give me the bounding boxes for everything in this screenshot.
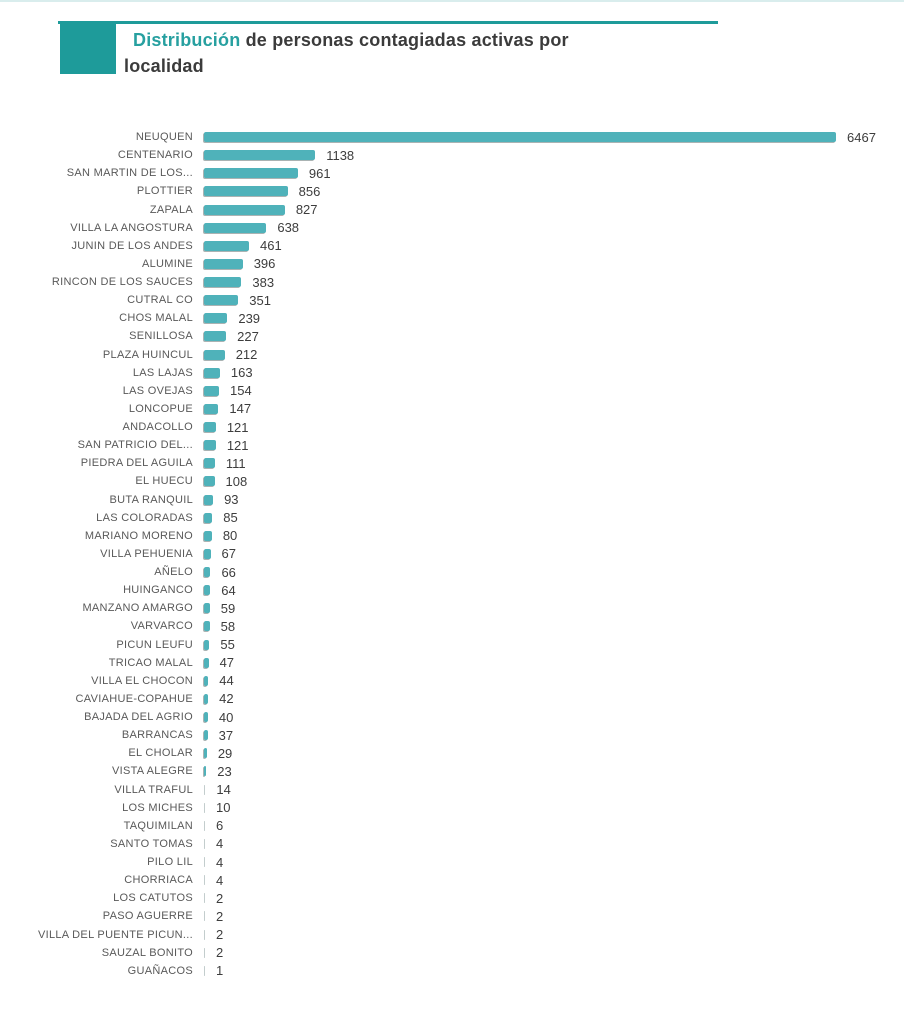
bar-track bbox=[204, 781, 231, 799]
bar-track bbox=[204, 146, 354, 164]
category-label: EL HUECU bbox=[135, 475, 193, 488]
value-label: 2 bbox=[216, 927, 224, 943]
value-bar[interactable] bbox=[204, 350, 225, 360]
chart-row bbox=[0, 654, 904, 672]
value-label: 10 bbox=[216, 800, 231, 816]
bar-track bbox=[204, 291, 271, 309]
category-label: BAJADA DEL AGRIO bbox=[84, 711, 193, 724]
category-label: VILLA LA ANGOSTURA bbox=[70, 221, 193, 234]
value-bar[interactable] bbox=[204, 803, 205, 813]
chart-row bbox=[0, 599, 904, 617]
category-label: SAN PATRICIO DEL... bbox=[77, 439, 193, 452]
category-label: TRICAO MALAL bbox=[108, 656, 193, 669]
value-label: 121 bbox=[226, 419, 249, 435]
value-bar[interactable] bbox=[204, 966, 205, 976]
value-bar[interactable] bbox=[204, 785, 205, 795]
value-bar[interactable] bbox=[204, 495, 213, 505]
bar-track bbox=[204, 581, 236, 599]
chart-title-line2: localidad bbox=[124, 56, 204, 76]
header-accent-line bbox=[58, 21, 718, 24]
chart-row bbox=[0, 491, 904, 509]
category-label: HUINGANCO bbox=[123, 584, 193, 597]
value-label: 383 bbox=[252, 274, 275, 290]
value-label: 638 bbox=[277, 220, 300, 236]
category-label: PASO AGUERRE bbox=[102, 910, 193, 923]
bar-track bbox=[204, 400, 251, 418]
value-bar[interactable] bbox=[204, 676, 208, 686]
category-label: PICUN LEUFU bbox=[116, 638, 193, 651]
value-bar[interactable] bbox=[204, 875, 205, 885]
value-bar[interactable] bbox=[204, 893, 205, 903]
chart-row bbox=[0, 201, 904, 219]
bar-track bbox=[204, 237, 282, 255]
bar-track bbox=[204, 527, 237, 545]
chart-title bbox=[124, 27, 654, 79]
value-bar[interactable] bbox=[204, 422, 216, 432]
chart-row bbox=[0, 563, 904, 581]
category-label: CAVIAHUE-COPAHUE bbox=[75, 692, 193, 705]
chart-row bbox=[0, 128, 904, 146]
category-label: SENILLOSA bbox=[129, 330, 193, 343]
chart-row bbox=[0, 871, 904, 889]
value-label: 47 bbox=[219, 655, 235, 671]
bar-track bbox=[204, 744, 232, 762]
chart-row bbox=[0, 944, 904, 962]
chart-row bbox=[0, 545, 904, 563]
value-bar[interactable] bbox=[204, 331, 226, 341]
bar-track bbox=[204, 708, 233, 726]
value-bar[interactable] bbox=[204, 440, 216, 450]
category-label: PILO LIL bbox=[147, 856, 193, 869]
category-label: AÑELO bbox=[154, 566, 193, 579]
category-label: CENTENARIO bbox=[117, 149, 193, 162]
category-label: VILLA TRAFUL bbox=[114, 783, 193, 796]
value-bar[interactable] bbox=[204, 150, 315, 160]
value-bar[interactable] bbox=[204, 911, 205, 921]
value-bar[interactable] bbox=[204, 476, 215, 486]
value-label: 67 bbox=[221, 546, 237, 562]
bar-track bbox=[204, 309, 260, 327]
bar-track bbox=[204, 219, 299, 237]
value-label: 58 bbox=[220, 618, 236, 634]
value-label: 2 bbox=[216, 890, 224, 906]
value-label: 961 bbox=[308, 165, 331, 181]
chart-row bbox=[0, 182, 904, 200]
bar-track bbox=[204, 944, 223, 962]
value-label: 212 bbox=[235, 347, 258, 363]
top-border-line bbox=[0, 0, 904, 2]
value-bar[interactable] bbox=[204, 766, 206, 776]
category-label: CHOS MALAL bbox=[119, 312, 193, 325]
value-label: 4 bbox=[216, 854, 224, 870]
bar-chart bbox=[0, 128, 904, 980]
chart-row bbox=[0, 926, 904, 944]
bar-track bbox=[204, 273, 274, 291]
bar-track bbox=[204, 762, 232, 780]
bar-track bbox=[204, 926, 223, 944]
chart-row bbox=[0, 817, 904, 835]
value-label: 227 bbox=[237, 328, 259, 344]
value-label: 351 bbox=[249, 292, 271, 308]
bar-track bbox=[204, 382, 252, 400]
category-label: CUTRAL CO bbox=[127, 294, 193, 307]
chart-row bbox=[0, 472, 904, 490]
category-label: SAN MARTIN DE LOS... bbox=[66, 167, 193, 180]
chart-row bbox=[0, 291, 904, 309]
value-label: 1 bbox=[216, 963, 224, 979]
bar-track bbox=[204, 364, 253, 382]
value-label: 4 bbox=[216, 836, 224, 852]
chart-row bbox=[0, 636, 904, 654]
value-bar[interactable] bbox=[204, 295, 238, 305]
chart-row bbox=[0, 164, 904, 182]
value-label: 827 bbox=[295, 202, 318, 218]
category-label: MARIANO MORENO bbox=[84, 529, 193, 542]
value-label: 108 bbox=[225, 473, 248, 489]
bar-track bbox=[204, 853, 223, 871]
category-label: MANZANO AMARGO bbox=[82, 602, 193, 615]
value-bar[interactable] bbox=[204, 259, 243, 269]
chart-row bbox=[0, 273, 904, 291]
bar-track bbox=[204, 472, 247, 490]
value-label: 111 bbox=[225, 455, 246, 471]
bar-track bbox=[204, 545, 236, 563]
bar-track bbox=[204, 563, 236, 581]
chart-row bbox=[0, 690, 904, 708]
chart-row bbox=[0, 400, 904, 418]
chart-row bbox=[0, 418, 904, 436]
category-label: SAUZAL BONITO bbox=[101, 946, 193, 959]
bar-track bbox=[204, 599, 235, 617]
value-label: 14 bbox=[216, 782, 231, 798]
category-label: LOS MICHES bbox=[122, 801, 193, 814]
category-label: LOS CATUTOS bbox=[113, 892, 193, 905]
bar-track bbox=[204, 491, 239, 509]
chart-title-rest: de personas contagiadas activas por bbox=[240, 30, 569, 50]
value-bar[interactable] bbox=[204, 930, 205, 940]
value-bar[interactable] bbox=[204, 386, 219, 396]
value-bar[interactable] bbox=[204, 567, 210, 577]
chart-row bbox=[0, 835, 904, 853]
category-label: GUAÑACOS bbox=[127, 964, 193, 977]
bar-track bbox=[204, 889, 223, 907]
value-label: 59 bbox=[220, 600, 236, 616]
category-label: BUTA RANQUIL bbox=[109, 493, 193, 506]
chart-row bbox=[0, 527, 904, 545]
value-label: 239 bbox=[238, 310, 261, 326]
value-bar[interactable] bbox=[204, 404, 218, 414]
category-label: ANDACOLLO bbox=[122, 421, 193, 434]
chart-row bbox=[0, 708, 904, 726]
category-label: VILLA PEHUENIA bbox=[100, 547, 193, 560]
category-label: ZAPALA bbox=[149, 203, 193, 216]
chart-row bbox=[0, 327, 904, 345]
chart-row bbox=[0, 255, 904, 273]
bar-track bbox=[204, 962, 223, 980]
category-label: NEUQUEN bbox=[135, 131, 193, 144]
value-bar[interactable] bbox=[204, 839, 205, 849]
category-label: TAQUIMILAN bbox=[123, 819, 193, 832]
value-bar[interactable] bbox=[204, 313, 227, 323]
value-label: 4 bbox=[216, 872, 224, 888]
value-label: 6 bbox=[216, 818, 224, 834]
bar-track bbox=[204, 327, 259, 345]
value-label: 154 bbox=[230, 383, 252, 399]
value-bar[interactable] bbox=[204, 857, 205, 867]
bar-track bbox=[204, 690, 234, 708]
value-label: 121 bbox=[226, 437, 249, 453]
chart-row bbox=[0, 454, 904, 472]
value-bar[interactable] bbox=[204, 585, 210, 595]
chart-title-highlight: Distribución bbox=[133, 30, 241, 50]
value-label: 6467 bbox=[847, 129, 876, 145]
category-label: CHORRIACA bbox=[124, 874, 193, 887]
bar-track bbox=[204, 201, 318, 219]
chart-row bbox=[0, 309, 904, 327]
category-label: LAS OVEJAS bbox=[122, 384, 193, 397]
bar-track bbox=[204, 672, 234, 690]
bar-track bbox=[204, 164, 331, 182]
value-bar[interactable] bbox=[204, 658, 209, 668]
category-label: PLAZA HUINCUL bbox=[102, 348, 193, 361]
value-bar[interactable] bbox=[204, 186, 288, 196]
value-bar[interactable] bbox=[204, 168, 298, 178]
chart-row bbox=[0, 907, 904, 925]
category-label: LAS LAJAS bbox=[132, 366, 193, 379]
bar-track bbox=[204, 418, 249, 436]
value-label: 2 bbox=[216, 908, 224, 924]
bar-track bbox=[204, 835, 223, 853]
bar-track bbox=[204, 436, 249, 454]
value-bar[interactable] bbox=[204, 712, 208, 722]
value-bar[interactable] bbox=[204, 132, 836, 142]
value-bar[interactable] bbox=[204, 513, 212, 523]
bar-track bbox=[204, 617, 235, 635]
bar-track bbox=[204, 636, 235, 654]
chart-row bbox=[0, 672, 904, 690]
chart-row bbox=[0, 744, 904, 762]
value-label: 29 bbox=[217, 745, 233, 761]
value-bar[interactable] bbox=[204, 458, 215, 468]
chart-row bbox=[0, 219, 904, 237]
value-label: 44 bbox=[219, 673, 234, 689]
value-label: 37 bbox=[218, 727, 234, 743]
category-label: RINCON DE LOS SAUCES bbox=[51, 276, 193, 289]
value-bar[interactable] bbox=[204, 730, 208, 740]
category-label: SANTO TOMAS bbox=[110, 837, 193, 850]
bar-track bbox=[204, 907, 223, 925]
value-bar[interactable] bbox=[204, 603, 210, 613]
value-label: 55 bbox=[220, 637, 235, 653]
bar-track bbox=[204, 346, 257, 364]
chart-row bbox=[0, 382, 904, 400]
chart-row bbox=[0, 509, 904, 527]
chart-row bbox=[0, 146, 904, 164]
category-label: LAS COLORADAS bbox=[96, 511, 193, 524]
value-bar[interactable] bbox=[204, 531, 212, 541]
chart-row bbox=[0, 617, 904, 635]
value-label: 80 bbox=[222, 528, 238, 544]
value-label: 147 bbox=[229, 401, 252, 417]
chart-row bbox=[0, 581, 904, 599]
chart-row bbox=[0, 364, 904, 382]
chart-row bbox=[0, 799, 904, 817]
value-label: 42 bbox=[219, 691, 234, 707]
value-label: 2 bbox=[216, 945, 224, 961]
bar-track bbox=[204, 871, 223, 889]
value-label: 396 bbox=[253, 256, 276, 272]
category-label: PIEDRA DEL AGUILA bbox=[80, 457, 193, 470]
bar-track bbox=[204, 799, 230, 817]
value-label: 66 bbox=[221, 564, 236, 580]
category-label: EL CHOLAR bbox=[128, 747, 193, 760]
value-label: 461 bbox=[260, 238, 282, 254]
category-label: JUNIN DE LOS ANDES bbox=[71, 239, 193, 252]
value-bar[interactable] bbox=[204, 223, 266, 233]
category-label: VILLA DEL PUENTE PICUN... bbox=[37, 928, 193, 941]
category-label: PLOTTIER bbox=[136, 185, 193, 198]
value-bar[interactable] bbox=[204, 748, 207, 758]
bar-track bbox=[204, 182, 320, 200]
bar-track bbox=[204, 255, 275, 273]
chart-row bbox=[0, 237, 904, 255]
bar-track bbox=[204, 817, 223, 835]
chart-row bbox=[0, 889, 904, 907]
value-bar[interactable] bbox=[204, 948, 205, 958]
category-label: BARRANCAS bbox=[121, 729, 193, 742]
value-bar[interactable] bbox=[204, 368, 220, 378]
bar-track bbox=[204, 454, 246, 472]
value-bar[interactable] bbox=[204, 205, 285, 215]
bar-track bbox=[204, 726, 233, 744]
value-bar[interactable] bbox=[204, 821, 205, 831]
bar-track bbox=[204, 128, 876, 146]
bar-track bbox=[204, 654, 234, 672]
chart-row bbox=[0, 436, 904, 454]
chart-row bbox=[0, 781, 904, 799]
header-accent-square bbox=[60, 24, 116, 74]
value-bar[interactable] bbox=[204, 640, 209, 650]
category-label: VILLA EL CHOCON bbox=[91, 674, 193, 687]
chart-row bbox=[0, 853, 904, 871]
value-label: 23 bbox=[217, 763, 232, 779]
value-label: 40 bbox=[218, 709, 234, 725]
category-label: LONCOPUE bbox=[128, 402, 193, 415]
value-bar[interactable] bbox=[204, 241, 249, 251]
bar-track bbox=[204, 509, 238, 527]
value-label: 856 bbox=[298, 183, 321, 199]
value-label: 64 bbox=[221, 582, 236, 598]
value-label: 163 bbox=[230, 365, 253, 381]
value-bar[interactable] bbox=[204, 277, 241, 287]
chart-row bbox=[0, 962, 904, 980]
value-bar[interactable] bbox=[204, 694, 208, 704]
value-label: 93 bbox=[224, 492, 239, 508]
value-label: 1138 bbox=[326, 147, 355, 163]
chart-row bbox=[0, 346, 904, 364]
category-label: VISTA ALEGRE bbox=[111, 765, 193, 778]
value-bar[interactable] bbox=[204, 621, 210, 631]
value-bar[interactable] bbox=[204, 549, 211, 559]
category-label: VARVARCO bbox=[130, 620, 193, 633]
chart-row bbox=[0, 726, 904, 744]
chart-row bbox=[0, 762, 904, 780]
category-label: ALUMINE bbox=[142, 257, 193, 270]
value-label: 85 bbox=[223, 510, 238, 526]
